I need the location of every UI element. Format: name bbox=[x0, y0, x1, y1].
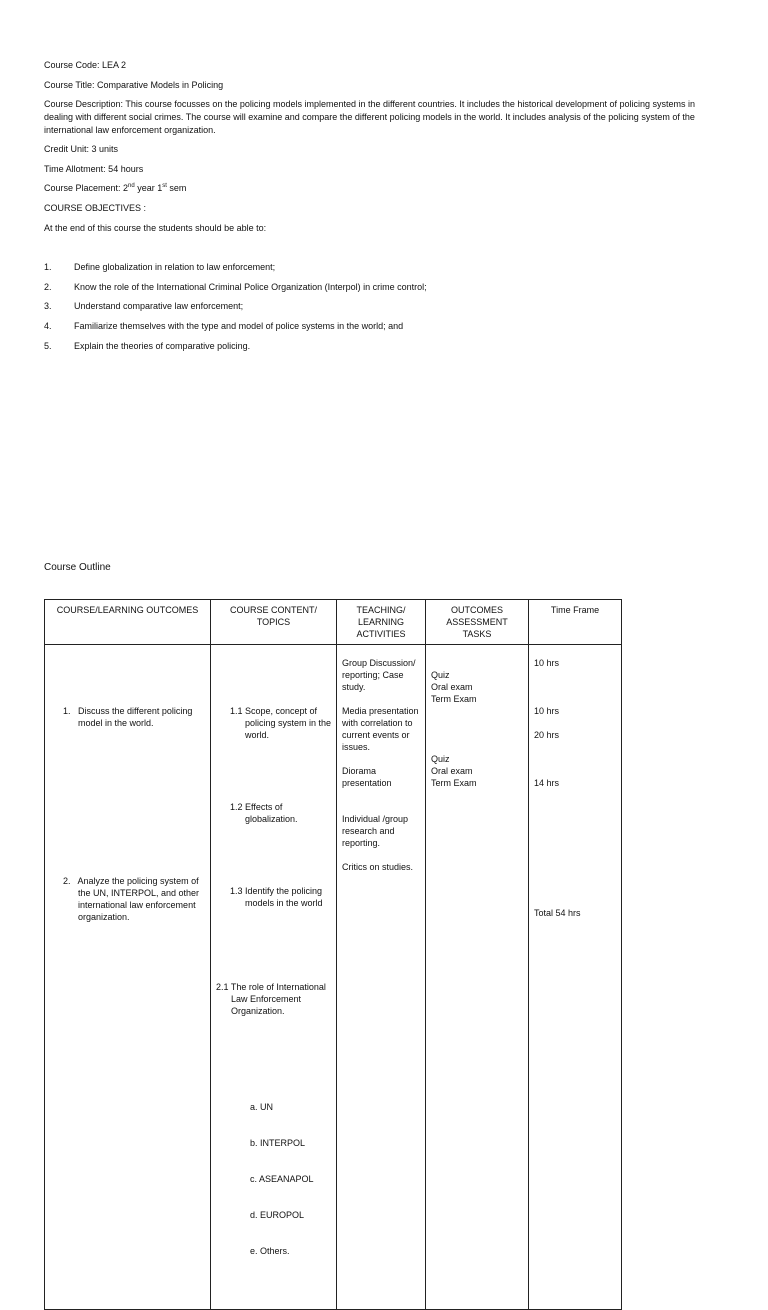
course-title: Course Title: Comparative Models in Policing bbox=[44, 80, 224, 90]
content-1-1: 1.1 Scope, concept of policing system in the world. bbox=[230, 706, 332, 740]
list-item: d. EUROPOL bbox=[250, 1210, 305, 1220]
credit-unit: Credit Unit: 3 units bbox=[44, 144, 119, 154]
header-assessment: OUTCOMES ASSESSMENT TASKS bbox=[426, 600, 529, 645]
outline-title: Course Outline bbox=[44, 562, 111, 573]
outcome-1: 1. Discuss the different policing model in the world. bbox=[63, 706, 193, 728]
course-description-line1: Course Description: This course focusses on the policing models implemented in the different countries. It includes the historical development of policing systems in bbox=[44, 99, 695, 109]
list-item: e. Others. bbox=[250, 1246, 290, 1256]
content-2-1: 2.1 The role of International Law Enforcement Organization. bbox=[216, 982, 326, 1016]
objectives-heading: COURSE OBJECTIVES : bbox=[44, 203, 147, 213]
activity-3: Diorama presentation bbox=[342, 766, 392, 788]
activities-cell bbox=[337, 645, 426, 1310]
list-item: b. INTERPOL bbox=[250, 1138, 306, 1148]
activity-4: Individual /group research and reporting. bbox=[342, 814, 409, 848]
header-time-frame: Time Frame bbox=[529, 600, 622, 645]
time-frame-4: 14 hrs bbox=[534, 778, 560, 788]
activity-5: Critics on studies. bbox=[342, 862, 414, 872]
objective-item: 5. Explain the theories of comparative policing. bbox=[44, 341, 251, 351]
list-item: c. ASEANAPOL bbox=[250, 1174, 314, 1184]
table-row bbox=[45, 645, 622, 1310]
course-placement: Course Placement: 2nd year 1st sem bbox=[44, 183, 187, 193]
time-frame-2: 10 hrs bbox=[534, 706, 560, 716]
time-frame-3: 20 hrs bbox=[534, 730, 560, 740]
objective-item: 4. Familiarize themselves with the type and model of police systems in the world; and bbox=[44, 321, 404, 331]
header-content: COURSE CONTENT/ TOPICS bbox=[211, 600, 337, 645]
assessment-1: Quiz Oral exam Term Exam bbox=[431, 670, 477, 704]
objective-item: 3. Understand comparative law enforcement; bbox=[44, 301, 244, 311]
list-item: a. UN bbox=[250, 1102, 274, 1112]
content-1-2: 1.2 Effects of globalization. bbox=[230, 802, 298, 824]
header-outcomes: COURSE/LEARNING OUTCOMES bbox=[45, 600, 211, 645]
time-frame-cell bbox=[529, 645, 622, 1310]
assessment-cell bbox=[426, 645, 529, 1310]
outcomes-cell bbox=[45, 645, 211, 1310]
objective-item: 1. Define globalization in relation to law enforcement; bbox=[44, 262, 276, 272]
objectives-intro: At the end of this course the students should be able to: bbox=[44, 223, 267, 233]
course-description-line2: dealing with different social crimes. The course will examine and compare the different policing models in the world. It includes analysis of the policing system of the bbox=[44, 112, 695, 122]
activity-2: Media presentation with correlation to current events or issues. bbox=[342, 706, 419, 752]
content-1-3: 1.3 Identify the policing models in the world bbox=[230, 886, 323, 908]
activity-1: Group Discussion/ reporting; Case study. bbox=[342, 658, 416, 692]
org-list bbox=[216, 1077, 331, 1281]
time-frame-1: 10 hrs bbox=[534, 658, 560, 668]
assessment-2: Quiz Oral exam Term Exam bbox=[431, 754, 477, 788]
outcome-2: 2. Analyze the policing system of the UN, INTERPOL, and other international law enforcement organization. bbox=[63, 876, 200, 922]
table-header-row bbox=[45, 600, 622, 645]
content-cell bbox=[211, 645, 337, 1310]
time-frame-total: Total 54 hrs bbox=[534, 908, 581, 918]
time-allotment: Time Allotment: 54 hours bbox=[44, 164, 144, 174]
header-activities: TEACHING/ LEARNING ACTIVITIES bbox=[337, 600, 426, 645]
course-code: Course Code: LEA 2 bbox=[44, 60, 127, 70]
course-description-line3: international law enforcement organization. bbox=[44, 125, 216, 135]
objective-item: 2. Know the role of the International Criminal Police Organization (Interpol) in crime control; bbox=[44, 282, 427, 292]
course-outline-table bbox=[44, 599, 622, 1310]
